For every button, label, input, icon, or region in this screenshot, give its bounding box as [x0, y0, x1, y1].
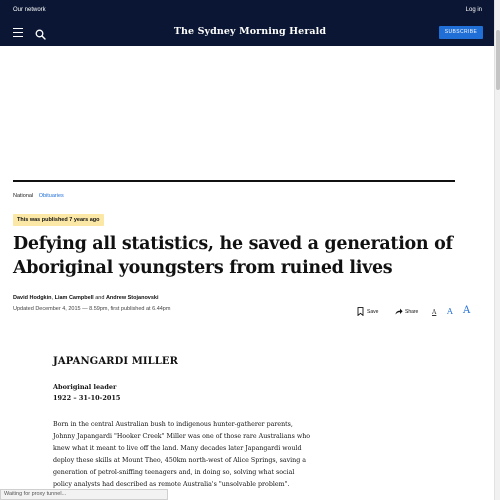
save-button[interactable]	[357, 306, 381, 318]
author-link[interactable]: David Hodgkin	[13, 295, 52, 301]
byline-authors	[13, 295, 159, 301]
section-divider	[13, 180, 455, 182]
subscribe-button[interactable]: SUBSCRIBE	[439, 26, 483, 39]
published-age-badge: This was published 7 years ago	[13, 214, 104, 226]
share-icon	[395, 308, 403, 315]
bookmark-icon	[357, 307, 364, 316]
font-size-small-button[interactable]: A	[432, 309, 437, 316]
site-header	[0, 20, 494, 46]
publish-timestamp: Updated December 4, 2015 — 8.59pm, first published at 6.44pm	[13, 306, 171, 312]
obituary-name: JAPANGARDI MILLER	[53, 356, 179, 367]
obituary-role: Aboriginal leader	[53, 383, 117, 391]
save-label: Save	[367, 309, 379, 315]
font-size-large-button[interactable]: A	[463, 305, 471, 316]
page-scrollbar[interactable]	[494, 0, 500, 500]
breadcrumb-obituaries[interactable]: Obituaries	[38, 193, 64, 199]
ad-placeholder	[0, 46, 494, 180]
share-label: Share	[405, 309, 419, 315]
author-link[interactable]: Andrew Stojanovski	[105, 295, 159, 301]
share-button[interactable]	[395, 306, 421, 318]
byline-and: and	[93, 295, 106, 301]
breadcrumb	[13, 193, 64, 199]
search-icon[interactable]	[35, 27, 46, 38]
author-link[interactable]: Liam Campbell	[54, 295, 94, 301]
masthead-logo[interactable]: The Sydney Morning Herald	[173, 26, 327, 37]
breadcrumb-national[interactable]: National	[13, 193, 34, 199]
top-utility-bar	[0, 0, 494, 20]
obituary-section	[53, 356, 311, 489]
article-paragraph: Born in the central Australian bush to indigenous hunter-gatherer parents, Johnny Japangardi "Hooker Creek" Miller was one of those rare Australians who knew what it meant to live off the land. Many decades later Japangardi would deploy these skills at Mount Theo, 450km north-west of Alice Springs, saving a generation of petrol-sniffing teenagers and, in doing so, solving what social policy analysts had described as remote Australia's "unsolvable problem".	[53, 421, 311, 489]
byline-separator: ,	[51, 295, 55, 301]
our-network-link[interactable]: Our network	[13, 7, 46, 13]
browser-status-bar: Waiting for proxy tunnel...	[0, 489, 168, 500]
login-link[interactable]: Log in	[465, 7, 482, 13]
font-size-medium-button[interactable]: A	[447, 307, 453, 316]
article-headline: Defying all statistics, he saved a generation of Aboriginal youngsters from ruined lives	[13, 234, 453, 278]
hamburger-icon[interactable]	[13, 28, 23, 37]
scrollbar-thumb[interactable]	[496, 30, 500, 90]
obituary-dates: 1922 – 31-10-2015	[53, 394, 121, 402]
